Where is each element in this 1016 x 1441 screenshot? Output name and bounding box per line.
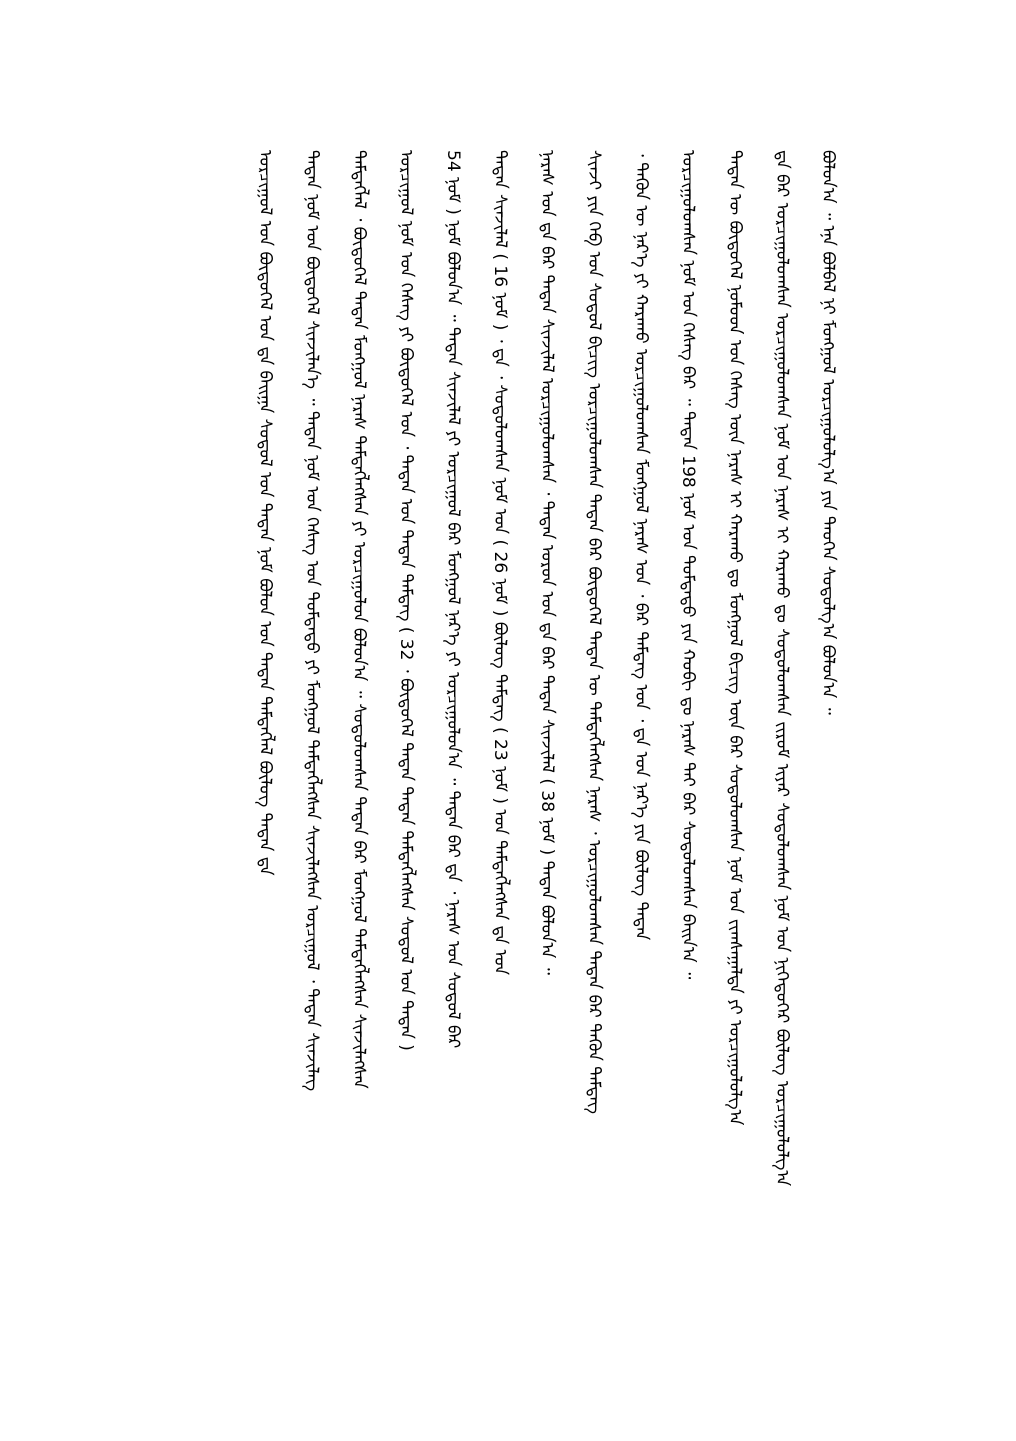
text-column: ᠲᠡᠮᠳᠡᠭᠯᠡᠯ ᠂ ᠪᠦᠲᠦᠭᠡᠯ ᠲᠡᠳᠡᠨ ᠮᠣᠩᠭᠣᠯ ᠨᠡᠷᠡᠰ ᠲᠡᠮᠳᠡᠭᠯᠡᠭᠰᠡᠨ ᠶᠢ ᠣᠷᠴᠢᠭᠤᠯᠤᠨ ᠪᠣᠯᠤᠨ᠎ᠠ ᠃ ᠰᠤᠳᠤᠯᠤᠭᠰᠠᠨ ᠲᠡᠳᠡᠨ ᠪᠠᠷ ᠮᠣᠩᠭᠣᠯ ᠲᠡᠮᠳᠡᠭᠯᠡᠭᠰᠡᠨ ᠰᠢᠨᠵᠢᠯᠡᠭᠰᠡᠨ <box>349 150 369 1089</box>
text-column: 54 ᠨᠣᠮ ) ᠨᠣᠮ ᠪᠣᠯᠤᠨ᠎ᠠ ᠃ ᠲᠡᠳᠡᠨ ᠰᠢᠨᠵᠢᠯᠡᠯ ᠶᠢ ᠣᠷᠴᠢᠭᠤᠯ ᠪᠠᠷ ᠮᠣᠩᠭᠣᠯ ᠨᠡᠷ᠎ᠡ ᠶᠢ ᠣᠷᠴᠢᠭᠤᠯᠤᠨ᠎ᠠ ᠃ ᠲᠡᠳᠡᠨ ᠪᠠᠷ ᠳ᠋ᠠ ᠂ ᠨᠡᠷᠡᠰ ᠤᠨ ᠰᠤᠳᠤᠯ ᠪᠠᠷ <box>443 150 463 1049</box>
text-column: ᠣᠷᠴᠢᠭᠤᠯ ᠤᠨ ᠪᠦᠲᠦᠭᠡᠯ ᠤᠨ ᠳ᠋ᠠ ᠪᠠᠢᠭᠠ ᠰᠤᠳᠤᠯ ᠤᠨ ᠲᠡᠳᠡᠨ ᠨᠣᠮ ᠪᠣᠯᠤᠨ ᠤᠨ ᠲᠡᠳᠡᠨ ᠲᠡᠮᠳᠡᠭᠯᠡᠯ ᠪᠦᠯᠦᠭ ᠲᠡᠳᠡᠨ ᠳ᠋ᠠ <box>255 150 275 876</box>
text-column: ᠲᠡᠳᠡᠨ ᠨᠣᠮ ᠤᠨ ᠪᠦᠲᠦᠭᠡᠯ ᠰᠢᠨᠵᠢᠯᠡᠨ᠎ᠡ ᠃ ᠲᠡᠳᠡᠨ ᠨᠣᠮ ᠤᠨ ᠬᠡᠰᠡᠭ ᠤᠨ ᠳᠤᠮᠳᠠᠳᠤ ᠶᠢ ᠮᠣᠩᠭᠣᠯ ᠲᠡᠮᠳᠡᠭᠯᠡᠭᠰᠡᠨ ᠰᠢᠨᠵᠢᠯᠡᠭᠰᠡᠨ ᠣᠷᠴᠢᠭᠤᠯ ᠂ ᠲᠡᠳᠡᠨ ᠰᠢᠨᠵᠢᠯᠡᠭ <box>302 150 322 1092</box>
text-column: ᠪᠣᠯᠣᠨ᠎ᠠ ᠃ ᠡᠨᠡ ᠪᠣᠯᠪᠠᠯ ᠨᠢ ᠮᠣᠩᠭᠣᠯ ᠣᠷᠴᠢᠭᠤᠯᠤᠯᠭ᠎ᠠ ᠶᠢᠨ ᠲᠡᠦᠬᠡᠨ ᠰᠤᠳᠤᠯᠭ᠎ᠠ ᠪᠣᠯᠤᠨ᠎ᠠ ᠃ <box>818 150 838 715</box>
text-column: ᠨᠡᠷᠡᠰ ᠤᠨ ᠳ᠋ᠠ ᠪᠠᠷ ᠲᠡᠳᠡᠨ ᠰᠢᠨᠵᠢᠯᠡᠯ ᠣᠷᠴᠢᠭᠤᠯᠤᠭᠰᠠᠨ ᠂ ᠲᠡᠳᠡᠨ ᠣᠷᠤᠨ ᠤᠨ ᠳ᠋ᠠ ᠪᠠᠷ ᠲᠡᠳᠡᠨ ᠰᠢᠨᠵᠢᠯᠡᠯ ( 38 ᠨᠣᠮ ) ᠲᠡᠳᠡᠨ ᠪᠣᠯᠤᠨ᠎ᠠ ᠃ <box>537 150 557 975</box>
text-column: ᠲᠡᠳᠡᠨ ᠦ ᠪᠦᠲᠦᠭᠡᠯ ᠨᠣᠮᠤᠳ ᠤᠨ ᠬᠡᠰᠡᠭ ᠦᠨ ᠨᠡᠷᠡᠰ ᠢ ᠬᠠᠷᠠᠬᠤ ᠳᠤ ᠮᠣᠩᠭᠣᠯ ᠪᠢᠴᠢᠭ ᠦᠨ ᠪᠠᠷ ᠰᠣᠳᠣᠯᠤᠭᠰᠠᠨ ᠨᠣᠮ ᠤᠨ ᠵᠢᠭᠰᠠᠭᠠᠯᠲᠠ ᠶᠢ ᠣᠷᠴᠢᠭᠤᠯᠤᠯᠭ᠎ᠠ <box>725 150 745 1126</box>
text-column: ᠰᠢᠨᠵᠢ ᠶᠢᠨ ᠬᠡᠪ ᠤᠨ ᠰᠤᠳᠤᠯ ᠪᠢᠴᠢᠭ ᠣᠷᠴᠢᠭᠤᠯᠤᠭᠰᠠᠨ ᠲᠡᠳᠡᠨ ᠪᠠᠷ ᠪᠦᠲᠦᠭᠡᠯ ᠲᠡᠳᠡᠨ ᠦ ᠲᠡᠮᠳᠡᠭᠯᠡᠭᠰᠡᠨ ᠨᠡᠷᠡᠰ ᠂ ᠣᠷᠴᠢᠭᠤᠯᠤᠭᠰᠠᠨ ᠲᠡᠳᠡᠨ ᠪᠠᠷ ᠲᠡᠭᠦᠨ ᠲᠡᠮᠳᠡᠭ <box>584 150 604 1114</box>
text-column: ᠲᠡᠳᠡᠨ ᠰᠢᠨᠵᠢᠯᠡᠯ ( 16 ᠨᠣᠮ ) ᠂ ᠳ᠋ᠠ ᠂ ᠰᠤᠳᠤᠯᠤᠭᠰᠠᠨ ᠨᠣᠮ ᠤᠨ ( 26 ᠨᠣᠮ ) ᠪᠦᠯᠦᠭ ᠲᠡᠮᠳᠡᠭ ( 23 ᠨᠣᠮ ) ᠤᠨ ᠲᠡᠮᠳᠡᠭᠯᠡᠭᠰᠡᠨ ᠳ᠋ᠠ ᠤᠨ <box>490 150 510 976</box>
text-column: ᠳ᠋ᠠ ᠪᠠᠷ ᠣᠷᠴᠢᠭᠤᠯᠤᠭᠰᠠᠨ ᠣᠷᠴᠢᠭᠤᠯᠤᠭᠰᠠᠨ ᠨᠣᠮ ᠤᠨ ᠨᠡᠷᠡᠰ ᠢ ᠬᠠᠷᠠᠬᠤ ᠳᠤ ᠰᠤᠳᠤᠯᠤᠭᠰᠠᠨ ᠵᠢᠷᠤᠮ ᠢᠶᠠᠷ ᠰᠣᠳᠣᠯᠤᠭᠰᠠᠨ ᠨᠣᠮ ᠤᠨ ᠨᠢᠭᠡᠳᠦᠭᠡᠷ ᠪᠦᠯᠦᠭ ᠣᠷᠴᠢᠭᠤᠯᠤᠯᠭ᠎ᠠ <box>772 150 792 1187</box>
text-column: ᠣᠷᠴᠢᠭᠤᠯ ᠨᠣᠮ ᠤᠨ ᠬᠡᠰᠡᠭ ᠶᠢ ᠪᠦᠲᠦᠭᠡᠯ ᠤᠨ ᠂ ᠲᠡᠳᠡᠨ ᠤᠨ ᠲᠡᠳᠡᠨ ᠲᠡᠮᠳᠡᠭ ( 32 ᠂ ᠪᠦᠲᠦᠭᠡᠯ ᠲᠡᠳᠡᠨ ᠲᠡᠳᠡᠨ ᠲᠡᠮᠳᠡᠭᠯᠡᠭᠰᠡᠨ ᠰᠤᠳᠤᠯ ᠤᠨ ᠲᠡᠳᠡᠨ ) <box>396 150 416 1051</box>
text-column: ᠂ ᠲᠡᠭᠦᠨ ᠦ ᠨᠡᠷ᠎ᠡ ᠶᠢ ᠬᠠᠷᠠᠬᠤ ᠣᠷᠴᠢᠭᠤᠯᠤᠭᠰᠠᠨ ᠮᠣᠩᠭᠣᠯ ᠨᠡᠷᠡᠰ ᠤᠨ ᠂ ᠪᠠᠷ ᠲᠡᠮᠳᠡᠭ ᠤᠨ ᠂ ᠳ᠋ᠠ ᠤᠨ ᠨᠡᠷ᠎ᠡ ᠶᠢᠨ ᠪᠦᠯᠦᠭ ᠲᠡᠳᠡᠨ <box>631 150 651 941</box>
text-column: ᠣᠷᠴᠢᠭᠤᠯᠤᠭᠰᠠᠨ ᠨᠣᠮ ᠤᠨ ᠬᠡᠰᠡᠭ ᠪᠠᠷ ᠃ ᠲᠡᠳᠡᠨ 198 ᠨᠣᠮ ᠤᠨ ᠳᠤᠮᠳᠠᠳᠤ ᠶᠢᠨ ᠬᠤᠪᠢ ᠳᠤ ᠨᠡᠷᠡᠰ ᠲᠠᠢ ᠪᠠᠷ ᠰᠤᠳᠤᠯᠤᠭᠰᠠᠨ ᠪᠠᠢᠨ᠎ᠠ ᠃ <box>678 150 698 980</box>
